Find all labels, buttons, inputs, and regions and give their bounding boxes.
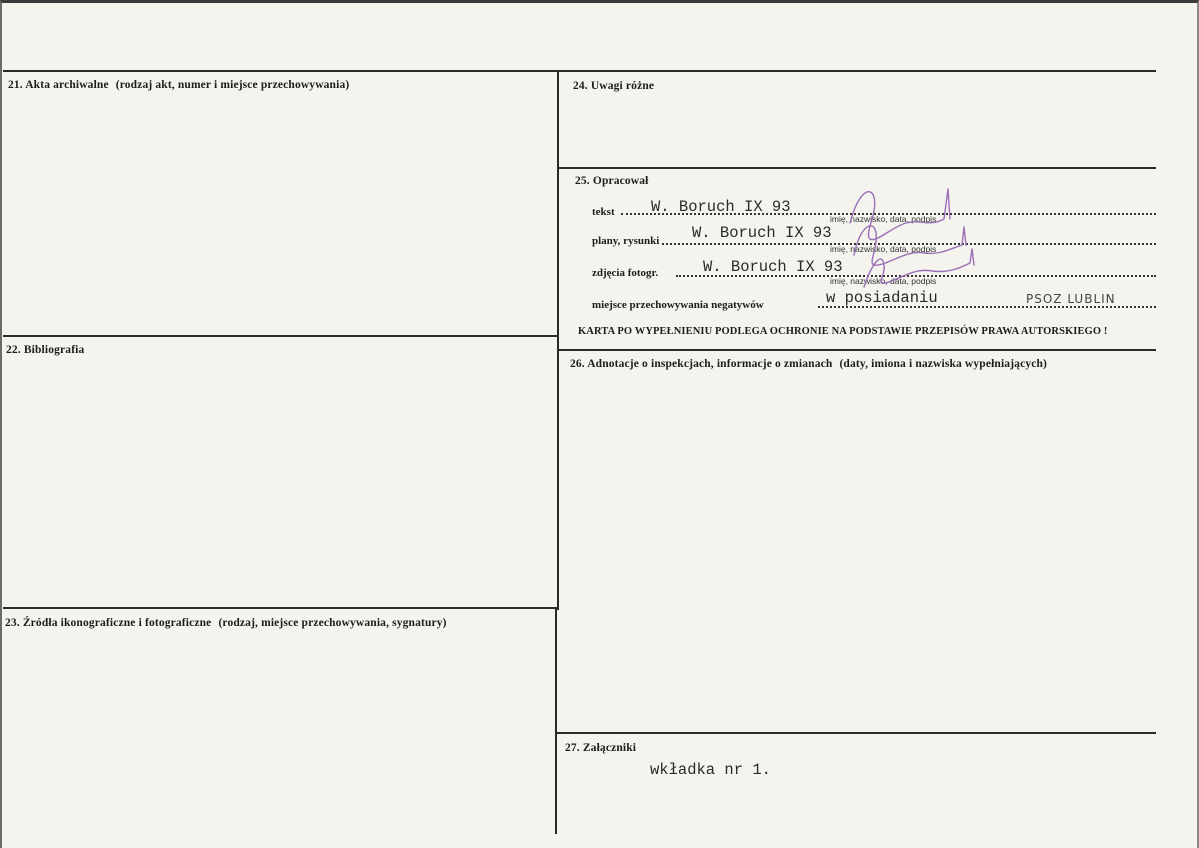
section-25-title: 25. Opracował — [575, 175, 649, 187]
rule-26-27 — [556, 732, 1156, 734]
field-value-negatywy: w posiadaniu — [826, 289, 938, 307]
section-24-title: 24. Uwagi różne — [573, 80, 655, 92]
rule-vertical-upper — [557, 70, 559, 610]
field-handwritten-negatywy: PSOZ LUBLIN — [1026, 292, 1116, 306]
field-caption-tekst: imię, nazwisko, data, podpis — [830, 214, 937, 224]
field-value-tekst: W. Boruch IX 93 — [651, 198, 791, 216]
section-21-subtitle: (rodzaj akt, numer i miejsce przechowywania) — [115, 79, 350, 91]
field-label-zdjecia: zdjęcia fotogr. — [592, 267, 659, 279]
rule-top-left — [3, 70, 558, 72]
rule-24-25 — [558, 167, 1156, 169]
section-23-label: 23. Źródła ikonograficzne i fotograficzne — [5, 617, 212, 629]
section-21-title — [8, 79, 349, 91]
section-26-label: 26. Adnotacje o inspekcjach, informacje o zmianach — [570, 358, 833, 370]
section-23-subtitle: (rodzaj, miejsce przechowywania, sygnatury) — [218, 617, 447, 629]
section-27-value: wkładka nr 1. — [650, 761, 771, 779]
field-label-negatywy: miejsce przechowywania negatywów — [592, 299, 764, 311]
section-23-title — [5, 617, 447, 629]
section-21-label: 21. Akta archiwalne — [8, 79, 109, 91]
section-26-subtitle: (daty, imiona i nazwiska wypełniających) — [839, 358, 1048, 370]
rule-top-right — [558, 70, 1156, 72]
rule-vertical-lower — [555, 608, 557, 834]
field-caption-zdjecia: imię, nazwisko, data, podpis — [830, 276, 937, 286]
signature-icon — [840, 183, 980, 293]
rule-22-23 — [3, 607, 557, 609]
field-label-tekst: tekst — [592, 206, 615, 218]
field-value-zdjecia: W. Boruch IX 93 — [703, 258, 843, 276]
field-value-plany: W. Boruch IX 93 — [692, 224, 832, 242]
section-27-title: 27. Załączniki — [565, 742, 637, 754]
field-caption-plany: imię, nazwisko, data, podpis — [830, 244, 937, 254]
section-26-title — [570, 358, 1047, 370]
rule-21-22 — [3, 335, 558, 337]
rule-25-26 — [558, 349, 1156, 351]
copyright-notice: KARTA PO WYPEŁNIENIU PODLEGA OCHRONIE NA PODSTAWIE PRZEPISÓW PRAWA AUTORSKIEGO ! — [578, 326, 1108, 337]
field-label-plany: plany, rysunki — [592, 235, 660, 247]
section-22-title: 22. Bibliografia — [6, 344, 85, 356]
